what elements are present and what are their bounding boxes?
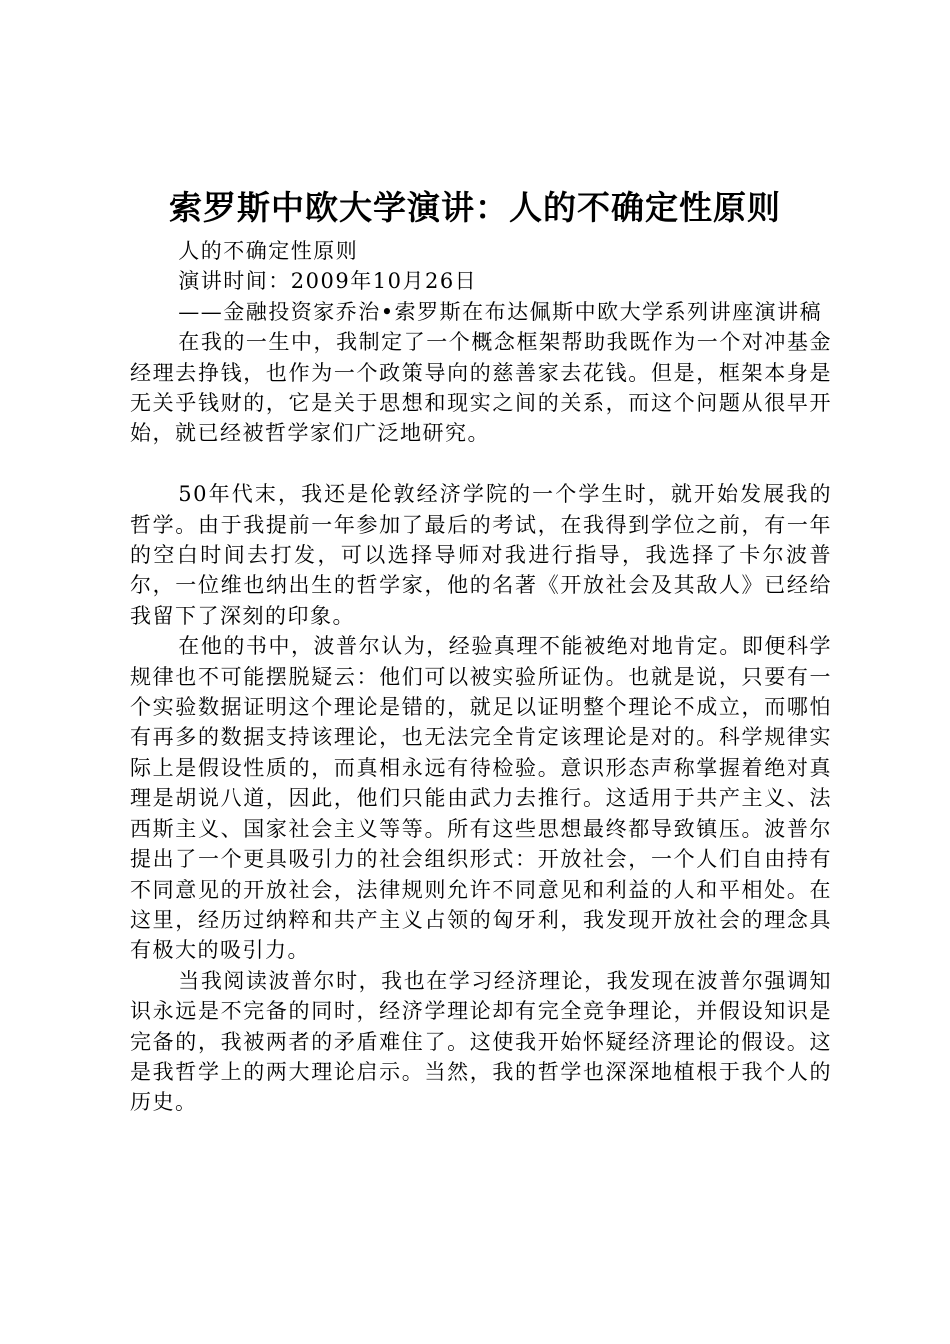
document-body [130, 236, 832, 1118]
source-line: ——金融投资家乔治•索罗斯在布达佩斯中欧大学系列讲座演讲稿 [178, 299, 823, 324]
paragraph: 50年代末，我还是伦敦经济学院的一个学生时，就开始发展我的哲学。由于我提前一年参加了最后的考试，在我得到学位之前，有一年的空白时间去打发，可以选择导师对我进行指导，我选择了卡尔波普尔，一位维也纳出生的哲学家，他的名著《开放社会及其敌人》已经给我留下了深刻的印象。 [130, 482, 832, 628]
paragraph: 在我的一生中，我制定了一个概念框架帮助我既作为一个对冲基金经理去挣钱，也作为一个政策导向的慈善家去花钱。但是，框架本身是无关乎钱财的，它是关于思想和现实之间的关系，而这个问题从很早开始，就已经被哲学家们广泛地研究。 [130, 330, 832, 446]
document-title: 索罗斯中欧大学演讲：人的不确定性原则 [169, 188, 781, 227]
paragraph: 在他的书中，波普尔认为，经验真理不能被绝对地肯定。即便科学规律也不可能摆脱疑云：他们可以被实验所证伪。也就是说，只要有一个实验数据证明这个理论是错的，就足以证明整个理论不成立，而哪怕有再多的数据支持该理论，也无法完全肯定该理论是对的。科学规律实际上是假设性质的，而真相永远有待检验。意识形态声称掌握着绝对真理是胡说八道，因此，他们只能由武力去推行。这适用于共产主义、法西斯主义、国家社会主义等等。所有这些思想最终都导致镇压。波普尔提出了一个更具吸引力的社会组织形式：开放社会，一个人们自由持有不同意见的开放社会，法律规则允许不同意见和利益的人和平相处。在这里，经历过纳粹和共产主义占领的匈牙利，我发现开放社会的理念具有极大的吸引力。 [130, 634, 832, 963]
paragraph: 当我阅读波普尔时，我也在学习经济理论，我发现在波普尔强调知识永远是不完备的同时，经济学理论却有完全竞争理论，并假设知识是完备的，我被两者的矛盾难住了。这使我开始怀疑经济理论的假设。这是我哲学上的两大理论启示。当然，我的哲学也深深地植根于我个人的历史。 [130, 968, 832, 1115]
subtitle-line: 人的不确定性原则 [178, 239, 359, 263]
date-line: 演讲时间：2009年10月26日 [178, 269, 478, 294]
